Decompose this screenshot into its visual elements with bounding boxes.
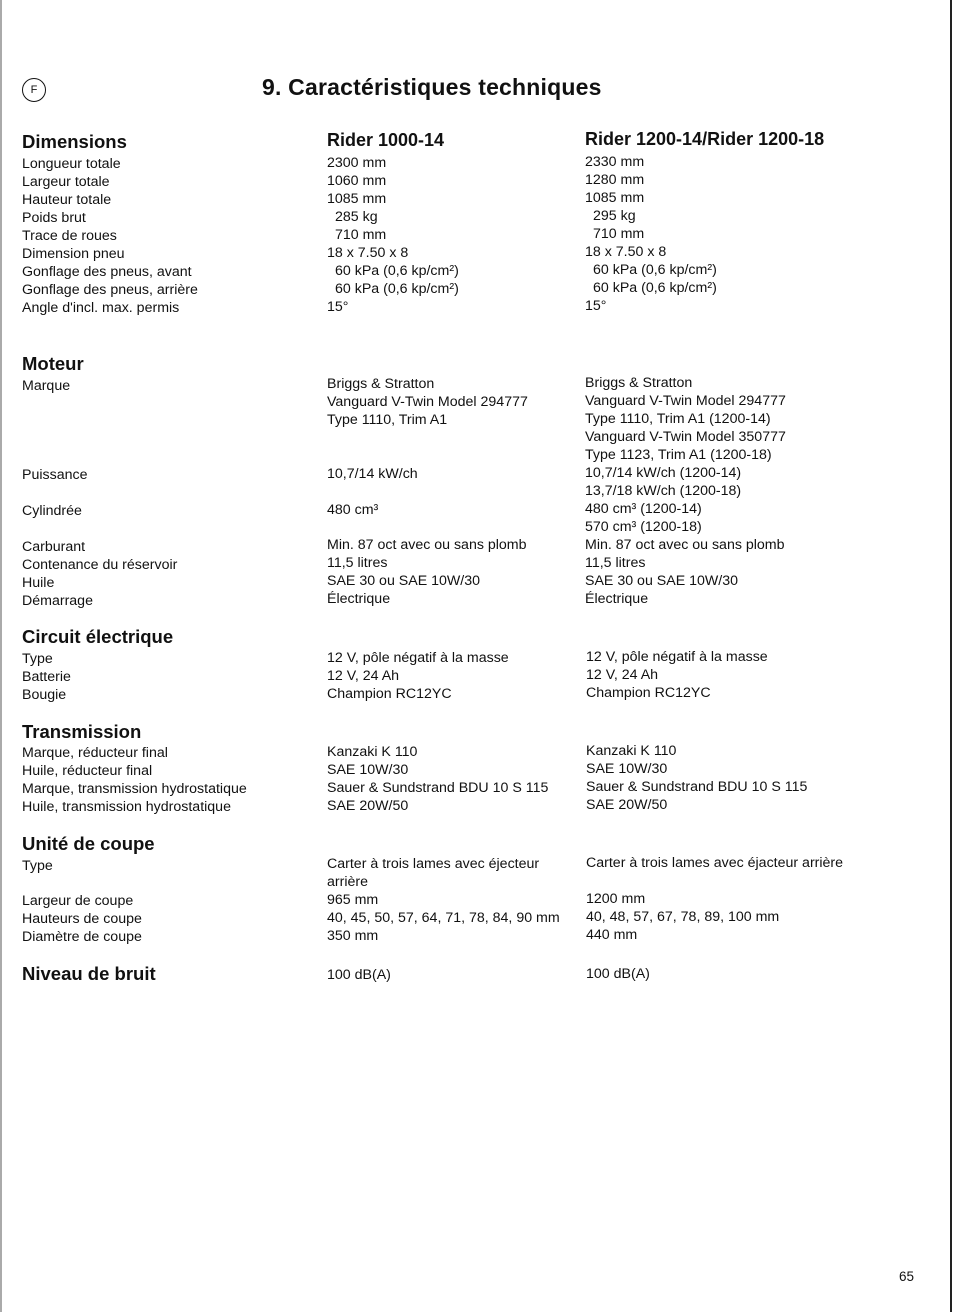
spec-value: 570 cm³ (1200-18) <box>585 519 702 535</box>
spec-value: Vanguard V-Twin Model 294777 <box>585 393 786 409</box>
spec-value: 10,7/14 kW/ch (1200-14) <box>585 465 742 481</box>
section-heading-bruit: Niveau de bruit <box>22 963 156 984</box>
section-heading-circuit: Circuit électrique <box>22 626 174 647</box>
spec-label: Gonflage des pneus, avant <box>22 264 192 280</box>
coupe-values-1200 <box>586 890 779 944</box>
spec-value: 12 V, pôle négatif à la masse <box>586 649 768 665</box>
spec-value: arrière <box>327 874 368 890</box>
page-title: 9. Caractéristiques techniques <box>262 74 602 100</box>
spec-value-bruit-1200: 100 dB(A) <box>586 966 650 982</box>
spec-label-marque: Marque <box>22 378 71 394</box>
section-heading-dimensions: Dimensions <box>22 131 127 152</box>
spec-label: Angle d'incl. max. permis <box>22 300 180 316</box>
spec-value: Sauer & Sundstrand BDU 10 S 115 <box>327 780 549 796</box>
spec-value: Type 1110, Trim A1 (1200-14) <box>585 411 771 427</box>
transmission-values-1000 <box>327 743 548 815</box>
spec-value: 11,5 litres <box>585 555 646 571</box>
spec-label-type: Type <box>22 858 53 874</box>
spec-value: 15° <box>327 299 349 315</box>
circuit-values-1200 <box>586 648 768 702</box>
column-heading-rider-1200: Rider 1200-14/Rider 1200-18 <box>585 129 825 149</box>
transmission-labels <box>22 744 247 816</box>
transmission-values-1200 <box>586 742 807 814</box>
spec-value: 350 mm <box>327 928 379 944</box>
circuit-labels <box>22 650 71 704</box>
spec-value: SAE 10W/30 <box>327 762 409 778</box>
spec-value: 18 x 7.50 x 8 <box>327 245 409 261</box>
spec-value: Vanguard V-Twin Model 294777 <box>327 394 528 410</box>
spec-value: 1085 mm <box>327 191 387 207</box>
dimensions-values-1000 <box>327 154 459 316</box>
spec-label-cylindree: Cylindrée <box>22 503 82 519</box>
spec-value: SAE 10W/30 <box>586 761 668 777</box>
spec-label: Largeur de coupe <box>22 893 134 909</box>
spec-label: Dimension pneu <box>22 246 125 262</box>
coupe-values-1000 <box>327 855 560 945</box>
spec-value: 15° <box>585 298 607 314</box>
spec-value: Type 1123, Trim A1 (1200-18) <box>585 447 772 463</box>
spec-value: 40, 45, 50, 57, 64, 71, 78, 84, 90 mm <box>327 910 560 926</box>
spec-label: Bougie <box>22 687 67 703</box>
circuit-values-1000 <box>327 649 509 703</box>
spec-label: Batterie <box>22 669 71 685</box>
dimensions-values-1200 <box>585 153 717 315</box>
spec-label: Contenance du réservoir <box>22 557 178 573</box>
moteur-marque-1000 <box>327 375 528 429</box>
spec-value: 480 cm³ (1200-14) <box>585 501 702 517</box>
spec-value: 1060 mm <box>327 173 387 189</box>
spec-value: Champion RC12YC <box>586 685 711 701</box>
spec-label: Huile, transmission hydrostatique <box>22 799 231 815</box>
spec-label: Poids brut <box>22 210 86 226</box>
spec-value: 60 kPa (0,6 kp/cm²) <box>593 280 717 296</box>
spec-value-cylindree-1000: 480 cm³ <box>327 502 379 518</box>
spec-label: Hauteur totale <box>22 192 112 208</box>
spec-label: Diamètre de coupe <box>22 929 142 945</box>
spec-value: 11,5 litres <box>327 555 388 571</box>
spec-value: 60 kPa (0,6 kp/cm²) <box>335 281 459 297</box>
moteur-marque-1200 <box>585 374 786 608</box>
spec-value-puissance-1000: 10,7/14 kW/ch <box>327 466 418 482</box>
spec-value: Carter à trois lames avec éjecteur <box>327 856 540 872</box>
spec-value: Kanzaki K 110 <box>586 743 677 759</box>
spec-label: Huile <box>22 575 55 591</box>
spec-label: Carburant <box>22 539 86 555</box>
spec-value: 60 kPa (0,6 kp/cm²) <box>593 262 717 278</box>
spec-value: 2330 mm <box>585 154 645 170</box>
spec-value: 710 mm <box>335 227 387 243</box>
spec-value: 13,7/18 kW/ch (1200-18) <box>585 483 742 499</box>
column-heading-rider-1000-14: Rider 1000-14 <box>327 130 445 150</box>
spec-value: 440 mm <box>586 927 638 943</box>
spec-value: 965 mm <box>327 892 379 908</box>
coupe-labels <box>22 892 142 946</box>
spec-value: Vanguard V-Twin Model 350777 <box>585 429 786 445</box>
spec-label: Marque, réducteur final <box>22 745 168 761</box>
spec-value: 12 V, 24 Ah <box>327 668 400 684</box>
spec-value: Sauer & Sundstrand BDU 10 S 115 <box>586 779 808 795</box>
spec-value: 1085 mm <box>585 190 645 206</box>
spec-value: SAE 20W/50 <box>327 798 409 814</box>
spec-value: Électrique <box>585 591 649 607</box>
spec-value: 60 kPa (0,6 kp/cm²) <box>335 263 459 279</box>
spec-label: Hauteurs de coupe <box>22 911 142 927</box>
spec-value: 18 x 7.50 x 8 <box>585 244 667 260</box>
spec-label: Démarrage <box>22 593 93 609</box>
spec-value: 1280 mm <box>585 172 645 188</box>
spec-label: Type <box>22 651 53 667</box>
spec-label: Huile, réducteur final <box>22 763 153 779</box>
spec-value: Briggs & Stratton <box>585 375 693 391</box>
spec-value: Min. 87 oct avec ou sans plomb <box>327 537 527 553</box>
right-page-edge <box>948 0 954 1312</box>
spec-value: Champion RC12YC <box>327 686 452 702</box>
spec-value: SAE 20W/50 <box>586 797 668 813</box>
moteur-labels-lower <box>22 538 177 610</box>
spec-value: Kanzaki K 110 <box>327 744 418 760</box>
spec-label: Trace de roues <box>22 228 117 244</box>
spec-value: 295 kg <box>593 208 636 224</box>
spec-label: Marque, transmission hydrostatique <box>22 781 247 797</box>
spec-value: 710 mm <box>593 226 645 242</box>
spec-value-bruit-1000: 100 dB(A) <box>327 967 391 983</box>
dimensions-labels <box>22 155 198 317</box>
spec-value: 12 V, pôle négatif à la masse <box>327 650 509 666</box>
spec-value: 2300 mm <box>327 155 387 171</box>
spec-label-puissance: Puissance <box>22 467 88 483</box>
left-page-edge <box>0 0 2 1312</box>
language-badge: F <box>22 78 46 102</box>
spec-label: Gonflage des pneus, arrière <box>22 282 198 298</box>
spec-value: 1200 mm <box>586 891 646 907</box>
section-heading-moteur: Moteur <box>22 353 84 374</box>
moteur-lower-1000 <box>327 536 527 608</box>
section-heading-transmission: Transmission <box>22 721 142 742</box>
spec-value: Type 1110, Trim A1 <box>327 412 448 428</box>
section-heading-coupe: Unité de coupe <box>22 833 155 854</box>
spec-value: SAE 30 ou SAE 10W/30 <box>585 573 739 589</box>
spec-value: 40, 48, 57, 67, 78, 89, 100 mm <box>586 909 780 925</box>
spec-value: Électrique <box>327 591 391 607</box>
spec-label: Longueur totale <box>22 156 121 172</box>
spec-value: SAE 30 ou SAE 10W/30 <box>327 573 481 589</box>
spec-value: 12 V, 24 Ah <box>586 667 659 683</box>
spec-label: Largeur totale <box>22 174 110 190</box>
spec-value: Min. 87 oct avec ou sans plomb <box>585 537 785 553</box>
spec-value: Briggs & Stratton <box>327 376 435 392</box>
spec-value-type-1200: Carter à trois lames avec éjacteur arrière <box>586 855 844 871</box>
page-number: 65 <box>899 1269 915 1284</box>
spec-value: 285 kg <box>335 209 378 225</box>
